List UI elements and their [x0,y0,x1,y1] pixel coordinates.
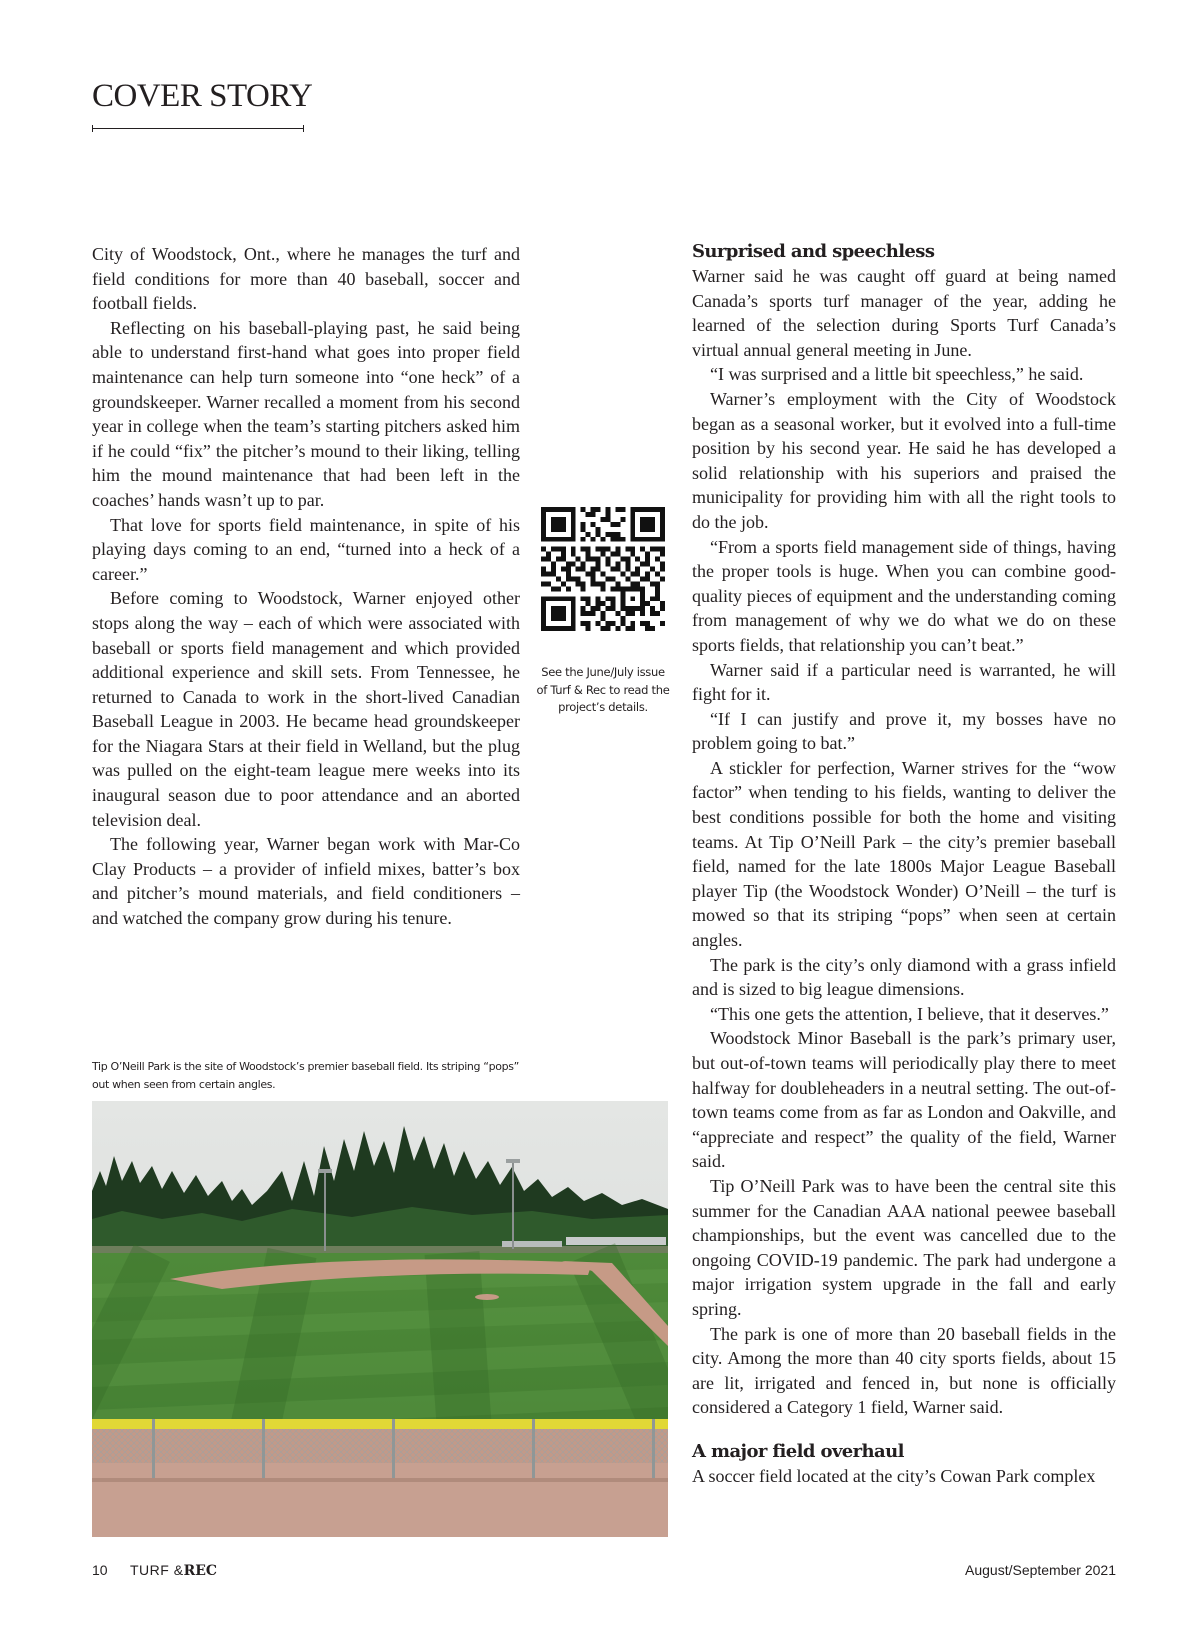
qr-code-image [541,507,665,631]
left-paragraph-4: Before coming to Woodstock, Warner enjoyed other stops along the way – each of which were associated with baseball or sports field management and which provided additional experience and skill sets. From Tennessee, he returned to Canada to work in the short-lived Canadian Baseball League in 2003. He became head groundskeeper for the Niagara Stars at their field in Welland, but the plug was pulled on the eight-team league mere weeks into its inaugural season due to poor attendance and an aborted television deal. [92,588,520,830]
baseball-field-illustration [92,1101,668,1537]
qr-caption: See the June/July issue of Turf & Rec to read the project’s details. [536,665,670,714]
right-paragraph-9: “This one gets the attention, I believe, that it deserves.” [710,1003,1109,1024]
right-paragraph-13: A soccer field located at the city’s Cowan Park complex [692,1465,1096,1486]
magazine-name [130,1562,217,1579]
magazine-name-bold: REC [183,1563,218,1579]
subhead-surprised: Surprised and speechless [692,241,935,262]
subhead-field-overhaul: A major field overhaul [692,1440,904,1462]
left-paragraph-3: That love for sports field maintenance, in spite of his playing days coming to an end, “turned into a heck of a career.” [92,514,520,584]
issue-date: August/September 2021 [965,1562,1116,1578]
right-paragraph-7: A stickler for perfection, Warner strives for the “wow factor” when tending to his fields, wanting to deliver the best conditions possible for both the home and visiting teams. At Tip O’Neill Park – the city’s premier baseball field, named for the late 1800s Major League Baseball player Tip (the Woodstock Wonder) O’Neill – the turf is mowed so that its striping “pops” when seen at certain angles. [692,757,1116,951]
page-number: 10 [92,1562,108,1578]
qr-code[interactable] [541,507,665,631]
right-paragraph-1: Warner said he was caught off guard at being named Canada’s sports turf manager of the year, adding he learned of the selection during Sports Turf Canada’s virtual annual general meeting in June. [692,266,1116,360]
right-paragraph-6: “If I can justify and prove it, my bosses have no problem going to bat.” [692,708,1116,754]
right-paragraph-12: The park is one of more than 20 baseball fields in the city. Among the more than 40 city sports fields, about 15 are lit, irrigated and fenced in, but none is officially considered a Category 1 field, Warner said. [692,1323,1116,1418]
right-paragraph-10: Woodstock Minor Baseball is the park’s primary user, but out-of-town teams will periodically play there to meet halfway for doubleheaders in a neutral setting. The out-of-town teams come from as far as London and Oakville, and “appreciate and respect” the quality of the field, Warner said. [692,1028,1116,1172]
left-paragraph-1: City of Woodstock, Ont., where he manages the turf and field conditions for more than 40 baseball, soccer and football fields. [92,244,520,314]
baseball-field-photo [92,1101,668,1537]
section-title: COVER STORY [92,78,313,114]
left-column [92,242,520,931]
right-paragraph-4: “From a sports field management side of things, having the proper tools is huge. When you can combine good-quality pieces of equipment and the understanding coming from management of why we do what we do on these sports fields, that relationship you can’t beat.” [692,536,1116,655]
left-paragraph-5: The following year, Warner began work with Mar-Co Clay Products – a provider of infield mixes, batter’s box and pitcher’s mound materials, and field conditioners – and watched the company grow during his tenure. [92,834,520,929]
right-paragraph-11: Tip O’Neill Park was to have been the central site this summer for the Canadian AAA national peewee baseball championships, but the event was cancelled due to the ongoing COVID-19 pandemic. The park had undergone a major irrigation system upgrade in the fall and early spring. [692,1175,1116,1319]
section-title-rule [92,128,304,129]
right-paragraph-5: Warner said if a particular need is warranted, he will fight for it. [692,659,1116,705]
left-paragraph-2: Reflecting on his baseball-playing past, he said being able to understand first-hand what goes into proper field maintenance can help turn someone into “one heck” of a groundskeeper. Warner recalled a moment from his second year in college when the team’s starting pitchers asked him if he could “fix” the pitcher’s mound to their liking, telling him the mound maintenance that had been left in the coaches’ hands wasn’t up to par. [92,317,520,510]
right-column [692,240,1116,1489]
right-paragraph-2: “I was surprised and a little bit speechless,” he said. [710,364,1084,385]
right-paragraph-8: The park is the city’s only diamond with a grass infield and is sized to big league dimensions. [692,954,1116,1000]
photo-caption: Tip O’Neill Park is the site of Woodstock’s premier baseball field. Its striping “pops” out when seen from certain angles. [92,1060,520,1091]
right-paragraph-3: Warner’s employment with the City of Woodstock began as a seasonal worker, but it evolved into a full-time position by his second year. He said he has developed a solid relationship with his superiors and praised the municipality for providing him with all the right tools to do the job. [692,388,1116,532]
magazine-name-prefix: TURF & [130,1562,184,1578]
